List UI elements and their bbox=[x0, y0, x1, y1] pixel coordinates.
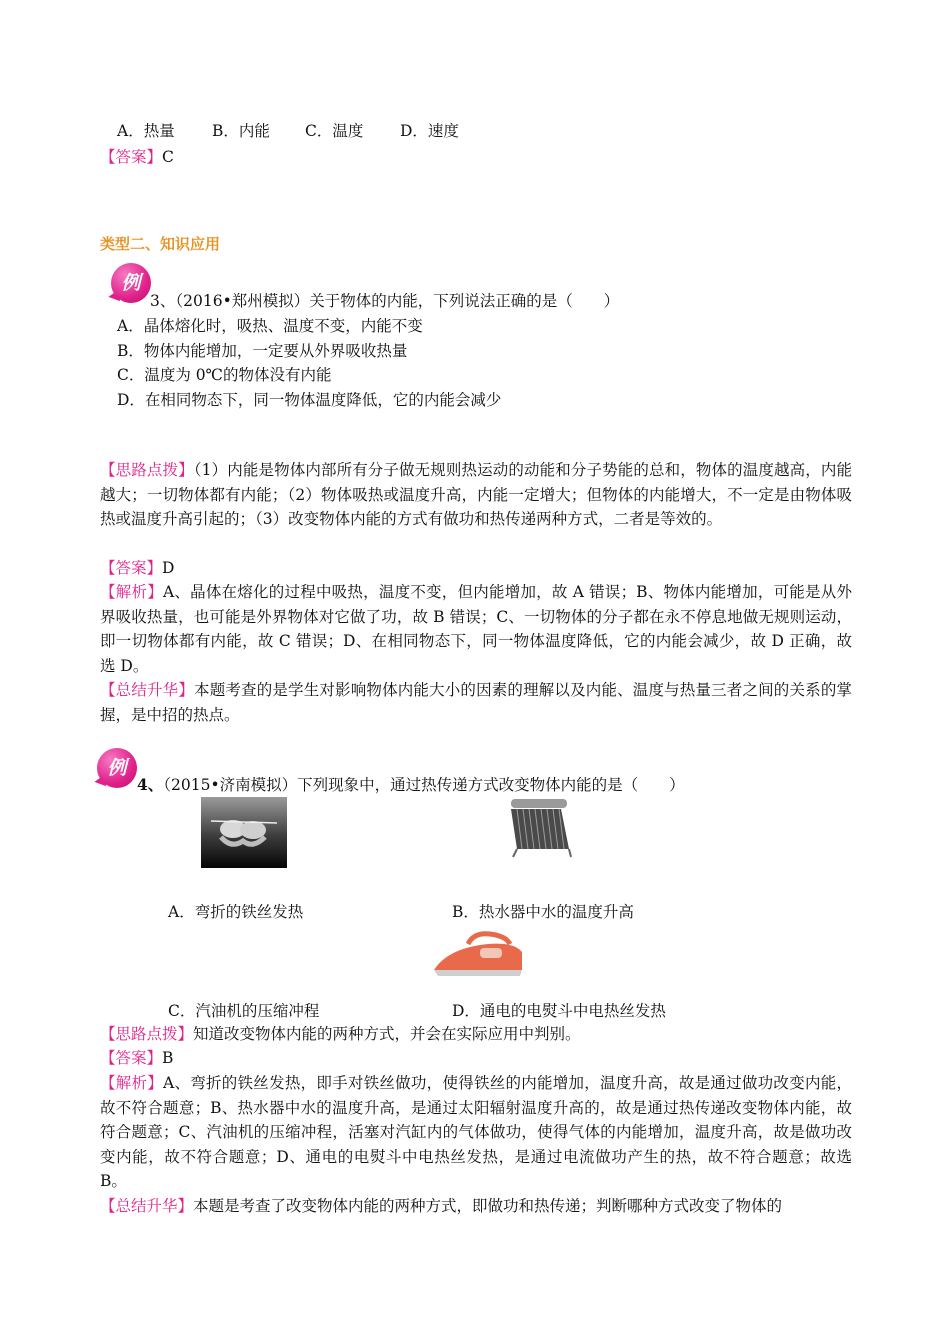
hint-label: 【思路点拨】 bbox=[100, 461, 194, 479]
analysis-label: 【解析】 bbox=[100, 583, 163, 601]
q3-option-b: B．物体内能增加，一定要从外界吸收热量 bbox=[117, 342, 408, 360]
summary-label: 【总结升华】 bbox=[100, 681, 195, 699]
q3-answer bbox=[100, 556, 852, 581]
electric-iron-image bbox=[428, 930, 528, 982]
answer-label: 【答案】 bbox=[100, 559, 163, 577]
example-badge-icon: 例 bbox=[97, 748, 137, 788]
q3-stem-text: （2016•郑州模拟）关于物体的内能，下列说法正确的是（ ） bbox=[175, 292, 620, 310]
answer-label: 【答案】 bbox=[100, 1049, 163, 1067]
q3-stem bbox=[150, 289, 619, 311]
prev-option-a: A．热量 bbox=[117, 122, 175, 140]
q4-stem-text: （2015•济南模拟）下列现象中，通过热传递方式改变物体内能的是（ ） bbox=[163, 776, 685, 794]
hint-text: 知道改变物体内能的两种方式，并会在实际应用中判别。 bbox=[193, 1025, 581, 1043]
solar-water-heater-image bbox=[503, 795, 575, 859]
bending-wire-image bbox=[201, 797, 287, 868]
q3-option-a: A．晶体熔化时，吸热、温度不变，内能不变 bbox=[117, 317, 423, 335]
prev-answer bbox=[100, 145, 174, 167]
answer-value: C bbox=[162, 148, 174, 166]
q3-hint bbox=[100, 458, 852, 532]
q4-summary bbox=[100, 1194, 852, 1219]
q3-analysis bbox=[100, 580, 852, 678]
q4-answer bbox=[100, 1046, 852, 1071]
prev-option-d: D．速度 bbox=[400, 122, 459, 140]
q4-analysis bbox=[100, 1071, 852, 1194]
q4-number: 4、 bbox=[137, 775, 164, 794]
q4-stem bbox=[137, 773, 685, 795]
q4-option-d: D．通电的电熨斗中电热丝发热 bbox=[452, 1002, 666, 1020]
q4-option-c: C．汽油机的压缩冲程 bbox=[168, 1002, 320, 1020]
q3-number: 3、 bbox=[150, 292, 176, 310]
q4-hint bbox=[100, 1022, 852, 1047]
summary-text: 本题是考查了改变物体内能的两种方式，即做功和热传递；判断哪种方式改变了物体的 bbox=[193, 1197, 783, 1215]
answer-label: 【答案】 bbox=[100, 148, 163, 166]
q4-option-a: A．弯折的铁丝发热 bbox=[168, 903, 304, 921]
q3-option-d: D．在相同物态下，同一物体温度降低，它的内能会减少 bbox=[117, 391, 502, 409]
hint-label: 【思路点拨】 bbox=[100, 1025, 194, 1043]
section-title: 类型二、知识应用 bbox=[100, 235, 221, 253]
answer-value: D bbox=[162, 559, 175, 577]
analysis-label: 【解析】 bbox=[100, 1074, 164, 1092]
analysis-text: A、弯折的铁丝发热，即手对铁丝做功，使得铁丝的内能增加，温度升高，故是通过做功改变内能，故不符合题意；B、热水器中水的温度升高，是通过太阳辐射温度升高的，故是通过热传递改变物体内能，故符合题意；C、汽油机的压缩冲程，活塞对汽缸内的气体做功，使得气体的内能增加，温度升高，故是做功改变内能，故不符合题意；D、通电的电熨斗中电热丝发热，是通过电流做功产生的热，故不符合题意；故选 B。 bbox=[100, 1074, 852, 1191]
answer-value: B bbox=[162, 1049, 174, 1067]
example-badge-icon: 例 bbox=[111, 263, 151, 303]
summary-text: 本题考查的是学生对影响物体内能大小的因素的理解以及内能、温度与热量三者之间的关系的掌握，是中招的热点。 bbox=[100, 681, 852, 724]
q3-option-c: C．温度为 0℃的物体没有内能 bbox=[117, 366, 332, 384]
q3-summary bbox=[100, 678, 852, 727]
q4-option-b: B．热水器中水的温度升高 bbox=[452, 903, 634, 921]
hint-text: （1）内能是物体内部所有分子做无规则热运动的动能和分子势能的总和，物体的温度越高，内能越大；一切物体都有内能；（2）物体吸热或温度升高，内能一定增大；但物体的内能增大，不一定是由物体吸热或温度升高引起的；（3）改变物体内能的方式有做功和热传递两种方式，二者是等效的。 bbox=[100, 461, 852, 529]
prev-option-b: B．内能 bbox=[212, 122, 270, 140]
summary-label: 【总结升华】 bbox=[100, 1197, 194, 1215]
prev-option-c: C．温度 bbox=[305, 122, 364, 140]
analysis-text: A、晶体在熔化的过程中吸热，温度不变，但内能增加，故 A 错误；B、物体内能增加，可能是从外界吸收热量，也可能是外界物体对它做了功，故 B 错误；C、一切物体的分子都在永不停息地做无规则运动，即一切物体都有内能，故 C 错误；D、在相同物态下，同一物体温度降低，它的内能会减少，故 D 正确，故选 D。 bbox=[100, 583, 852, 675]
